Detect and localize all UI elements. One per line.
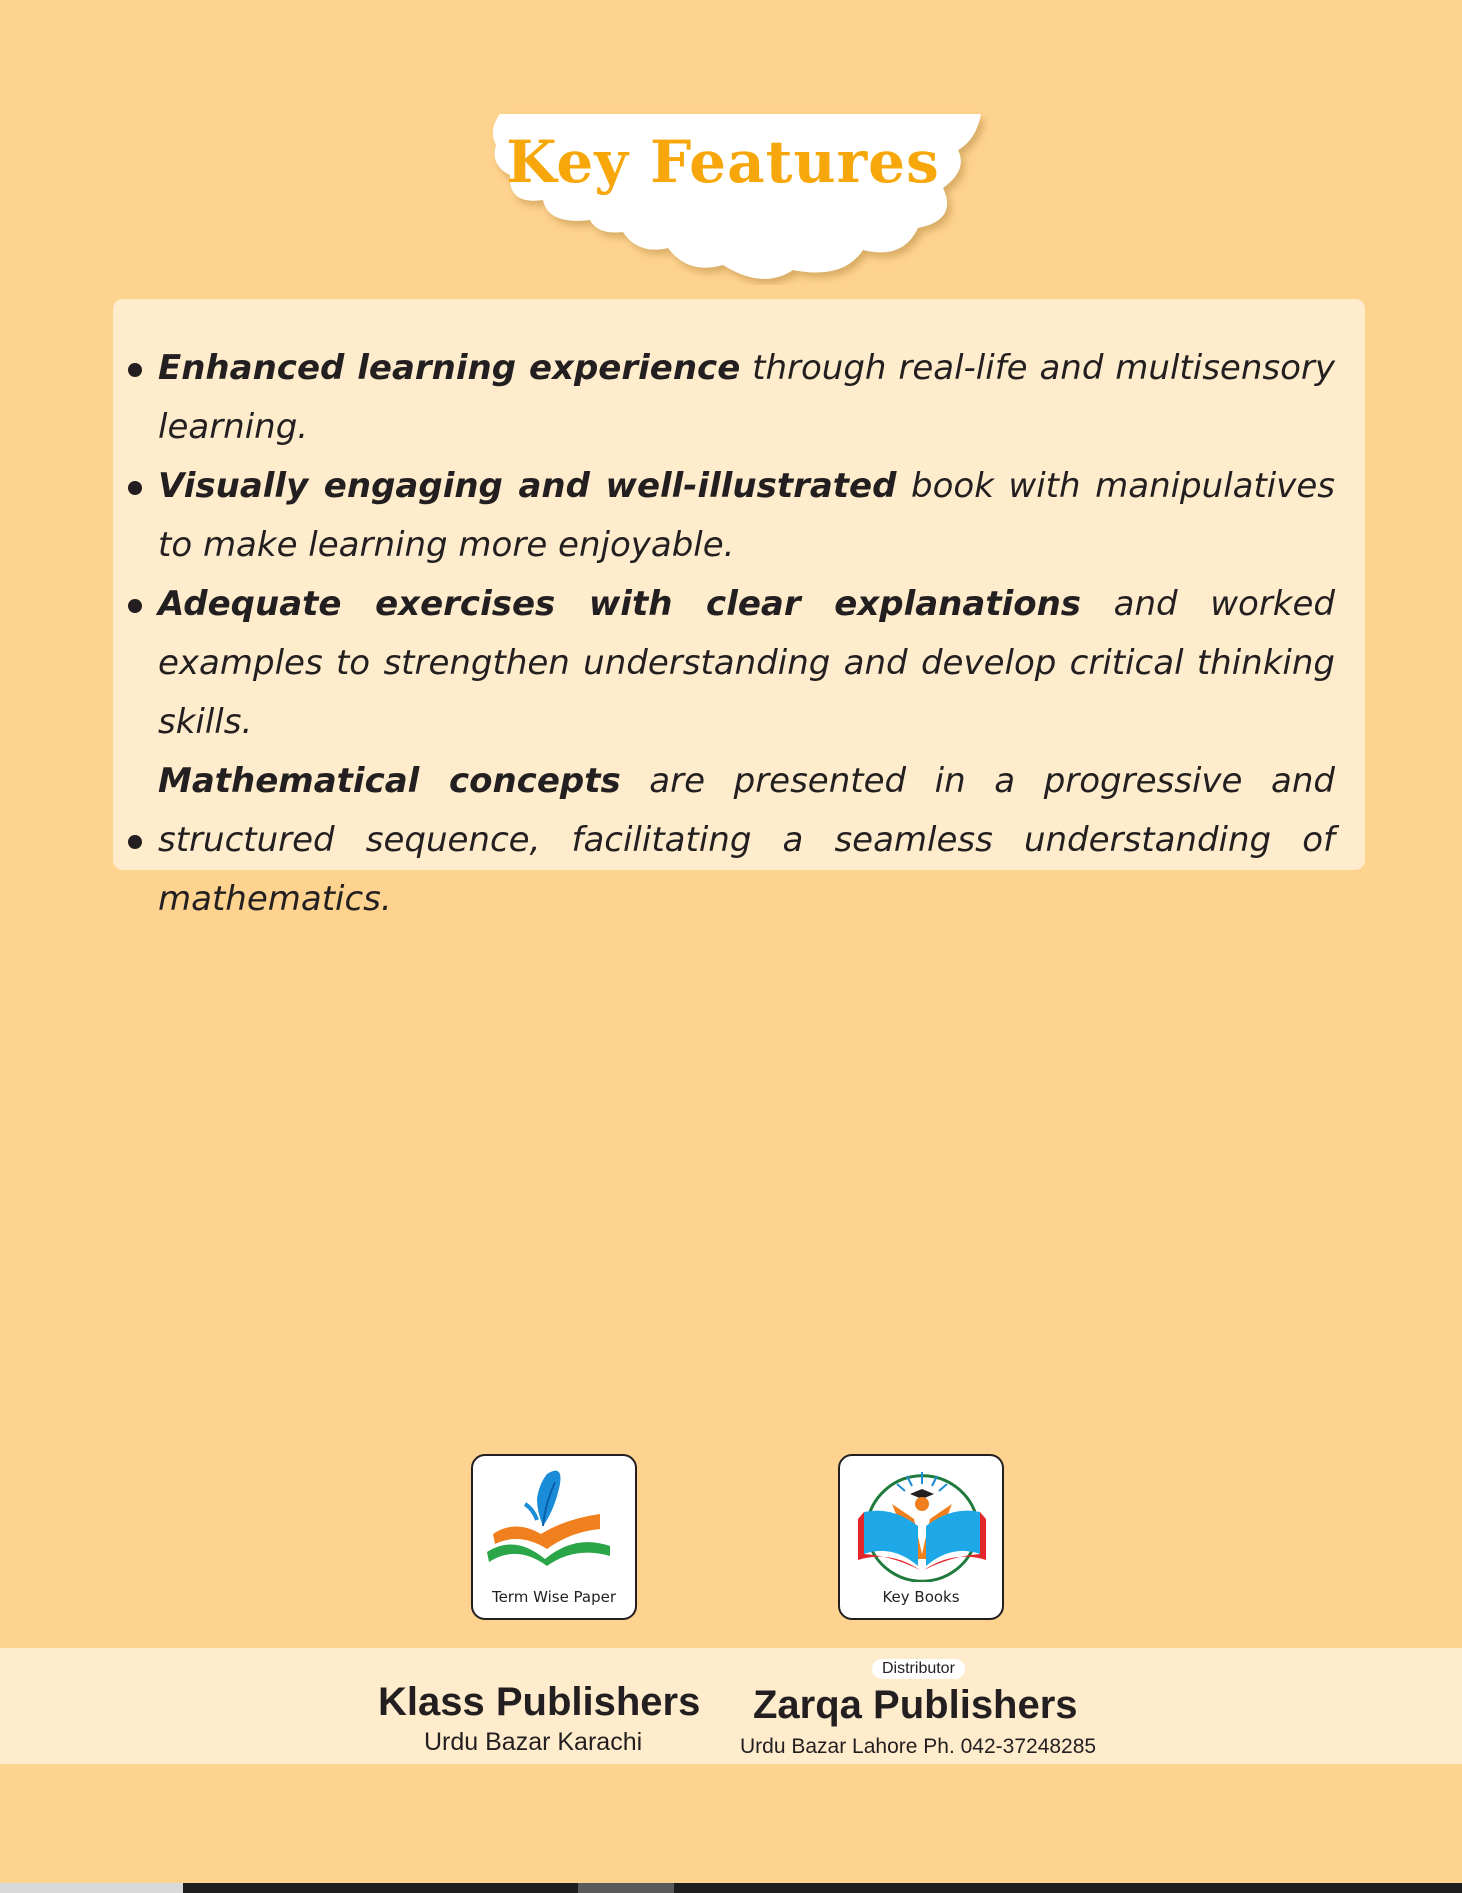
logo-label: Term Wise Paper xyxy=(491,1588,617,1606)
right-publisher-name: Zarqa Publishers xyxy=(753,1683,1078,1727)
feature-highlight: Mathematical concepts xyxy=(158,761,621,801)
bullet-icon xyxy=(128,481,142,495)
feature-text: book with manipulatives to make learning more enjoyable. xyxy=(158,466,1336,565)
feature-item xyxy=(113,752,1335,929)
logo-label: Key Books xyxy=(882,1588,960,1606)
term-wise-paper-logo xyxy=(471,1454,637,1620)
feature-highlight: Enhanced learning experience xyxy=(158,348,741,388)
feature-highlight: Adequate exercises with clear explanations xyxy=(158,584,1082,624)
feature-text: and worked examples to strengthen understanding and develop critical thinking skills. xyxy=(158,584,1335,742)
quill-book-icon xyxy=(485,1464,625,1582)
distributor-badge: Distributor xyxy=(872,1659,965,1679)
left-publisher-address: Urdu Bazar Karachi xyxy=(424,1728,643,1756)
right-publisher-address: Urdu Bazar Lahore Ph. 042-37248285 xyxy=(740,1735,1097,1758)
key-features-cloud xyxy=(488,110,988,285)
features-panel xyxy=(113,299,1365,919)
feature-item xyxy=(113,457,1335,575)
feature-highlight: Visually engaging and well-illustrated xyxy=(158,466,897,506)
bottom-bar xyxy=(0,1883,1462,1893)
feature-item xyxy=(113,339,1335,457)
feature-item xyxy=(113,575,1335,752)
feature-text: are presented in a progressive and structured sequence, facilitating a seamless understanding of mathematics. xyxy=(158,761,1335,919)
features-list xyxy=(113,339,1365,929)
feature-text: through real-life and multisensory learning. xyxy=(158,348,1335,447)
bullet-icon xyxy=(128,363,142,377)
page-title: Key Features xyxy=(506,128,940,196)
bottom-bar-thumb[interactable] xyxy=(578,1883,674,1893)
left-publisher-name: Klass Publishers xyxy=(378,1680,701,1724)
publisher-band xyxy=(0,1648,1462,1764)
bullet-icon xyxy=(128,835,142,849)
bullet-icon xyxy=(128,599,142,613)
key-books-logo xyxy=(838,1454,1004,1620)
graduate-book-icon xyxy=(852,1464,992,1582)
bottom-bar-segment xyxy=(0,1883,183,1893)
